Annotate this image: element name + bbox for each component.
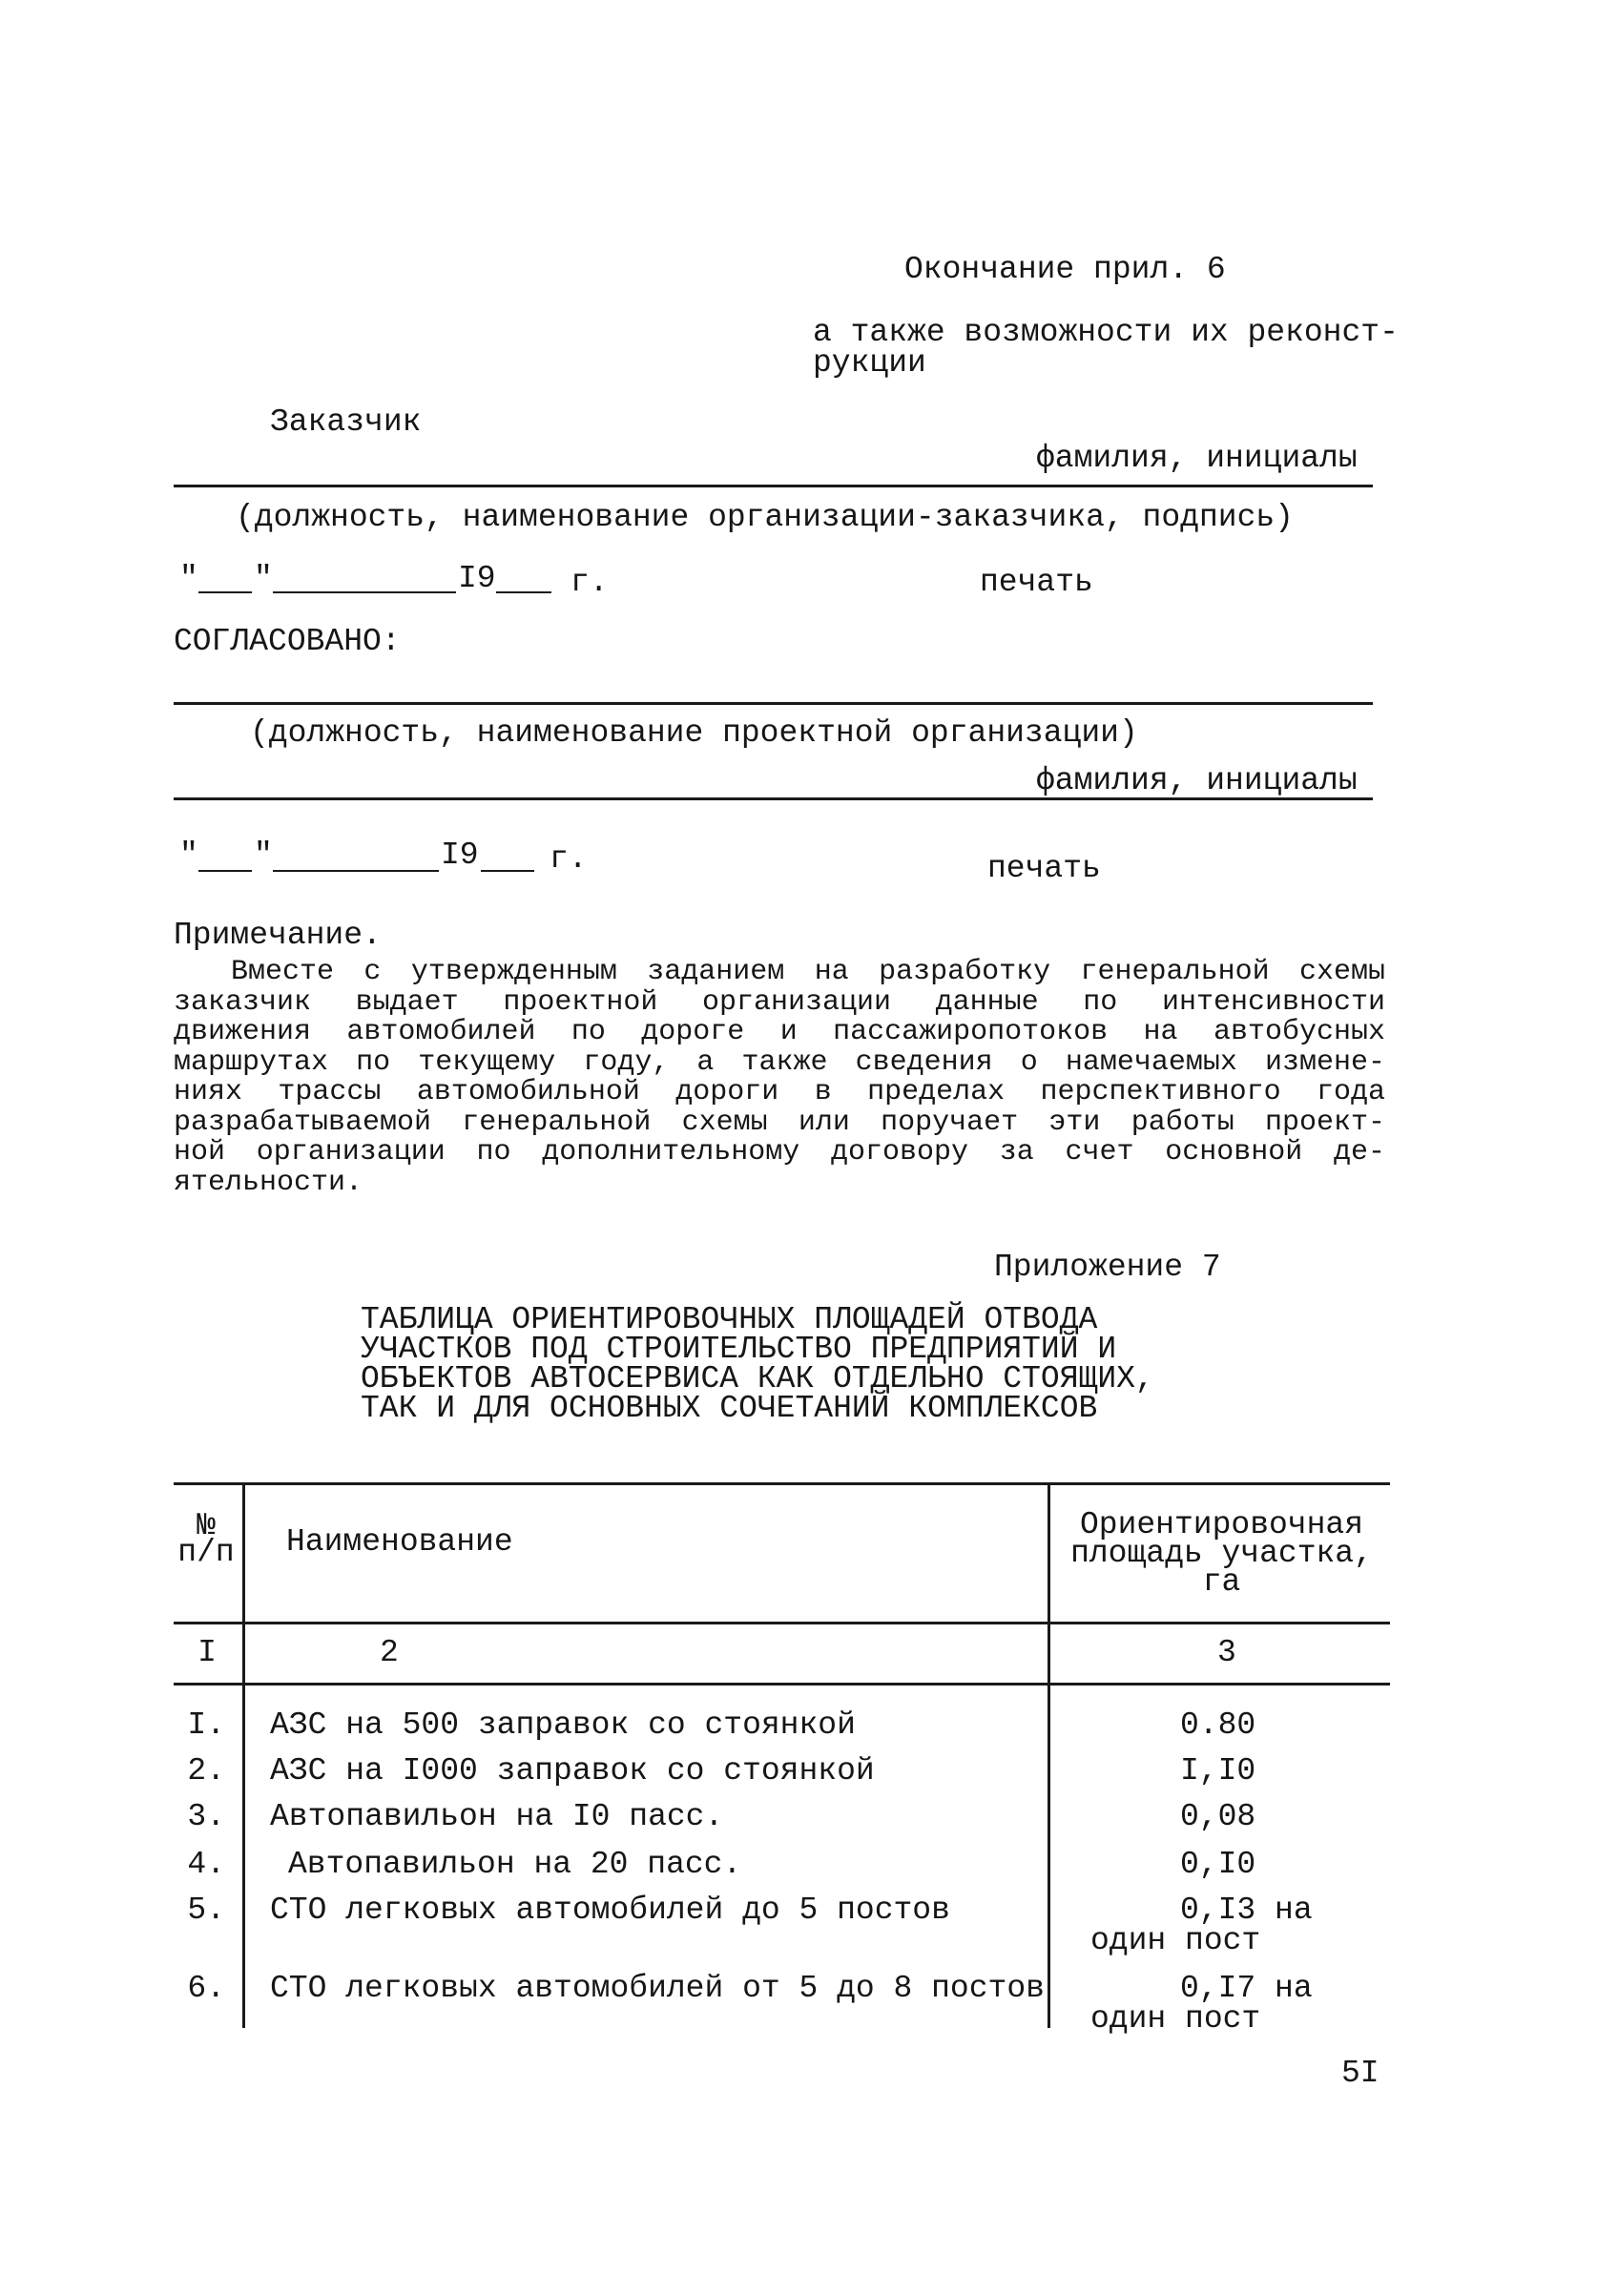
customer-stamp: печать — [980, 565, 1093, 600]
row-name: СТО легковых автомобилей от 5 до 8 постов — [270, 1971, 1045, 2006]
customer-date-month-blank — [273, 591, 456, 593]
customer-label: Заказчик — [270, 404, 422, 440]
customer-date-year-blank — [496, 591, 551, 593]
column-number-2: 2 — [380, 1635, 399, 1670]
row-area: 0,I7 на — [1180, 1971, 1313, 2006]
customer-date-suffix: г. — [570, 565, 609, 600]
customer-signature-line — [174, 485, 1373, 487]
approval-name-line — [174, 797, 1373, 800]
table-top-rule — [174, 1482, 1390, 1485]
approval-stamp: печать — [987, 851, 1101, 886]
approval-date-quote-open: " — [179, 838, 198, 873]
table-colnum-rule — [174, 1683, 1390, 1686]
column-number-3: 3 — [1217, 1635, 1236, 1670]
row-name: АЗС на 500 заправок со стоянкой — [270, 1707, 856, 1743]
row-num: 2. — [187, 1753, 225, 1789]
row-num: 3. — [187, 1799, 225, 1834]
note-line: заказчик выдает проектной организации данные по интенсивности — [174, 985, 1385, 1019]
approval-date-year-blank — [481, 870, 534, 872]
note-line: Вместе с утвержденным заданием на разработку генеральной схемы — [231, 956, 1385, 988]
appendix-title-line: УЧАСТКОВ ПОД СТРОИТЕЛЬСТВО ПРЕДПРИЯТИЙ И — [361, 1332, 1117, 1367]
customer-position-caption: (должность, наименование организации-заказчика, подпись) — [236, 500, 1294, 535]
header-area — [1053, 1507, 1390, 1600]
header-area-line: га — [1202, 1564, 1241, 1600]
row-area-note: один пост — [1090, 2001, 1261, 2037]
appendix-title — [361, 1302, 1154, 1426]
note-line: ной организации по дополнительному договору за счет основной де- — [174, 1136, 1385, 1169]
row-area: 0,I0 — [1180, 1847, 1256, 1882]
row-name: АЗС на I000 заправок со стоянкой — [270, 1753, 875, 1789]
row-num: 5. — [187, 1893, 225, 1928]
approval-date-quote-close: " — [254, 838, 273, 873]
header-area-line: Ориентировочная — [1079, 1507, 1364, 1542]
appendix-title-line: ТАБЛИЦА ОРИЕНТИРОВОЧНЫХ ПЛОЩАДЕЙ ОТВОДА — [361, 1302, 1098, 1337]
continuation-label: Окончание прил. 6 — [904, 252, 1226, 287]
header-area-line: площадь участка, — [1070, 1536, 1373, 1571]
note-line: маршрутах по текущему году, а также сведения о намечаемых измене- — [174, 1045, 1385, 1079]
header-name: Наименование — [286, 1524, 513, 1560]
customer-date-year: I9 — [458, 561, 496, 596]
header-num — [174, 1508, 239, 1570]
approval-name-caption: фамилия, инициалы — [1036, 763, 1358, 798]
approval-date-day-blank — [198, 870, 252, 872]
note-line: ятельности. — [174, 1166, 363, 1199]
appendix-title-line: ОБЪЕКТОВ АВТОСЕРВИСА КАК ОТДЕЛЬНО СТОЯЩИХ, — [361, 1361, 1154, 1396]
page-number: 5I — [1341, 2056, 1379, 2091]
row-area: 0,08 — [1180, 1799, 1256, 1834]
note-line: ниях трассы автомобильной дороги в пределах перспективного года — [174, 1076, 1385, 1108]
note-line: движения автомобилей по дороге и пассажиропотоков на автобусных — [174, 1016, 1385, 1048]
note-line: разрабатываемой генеральной схемы или поручает эти работы проект- — [174, 1106, 1385, 1139]
row-area-note: один пост — [1090, 1923, 1261, 1958]
row-num: I. — [187, 1707, 225, 1743]
note-paragraph — [174, 958, 1385, 1198]
customer-name-caption: фамилия, инициалы — [1036, 441, 1358, 476]
row-area: 0,I3 на — [1180, 1893, 1313, 1928]
header-num-text: п/п — [177, 1535, 235, 1570]
row-num: 6. — [187, 1971, 225, 2006]
row-area: I,I0 — [1180, 1753, 1256, 1789]
column-number-1: I — [197, 1635, 217, 1670]
customer-date-quote-open: " — [179, 561, 198, 596]
approval-signature-line — [174, 702, 1373, 705]
approval-date-month-blank — [273, 870, 439, 872]
continued-text-line-2: рукции — [813, 345, 926, 381]
approval-date-suffix: г. — [550, 841, 588, 877]
table-header-rule — [174, 1622, 1390, 1624]
approval-position-caption: (должность, наименование проектной организации) — [250, 715, 1138, 751]
table-divider-1 — [242, 1484, 245, 2028]
customer-date-quote-close: " — [254, 561, 273, 596]
appendix-title-line: ТАК И ДЛЯ ОСНОВНЫХ СОЧЕТАНИЙ КОМПЛЕКСОВ — [361, 1391, 1098, 1426]
row-num: 4. — [187, 1847, 225, 1882]
approval-date-year: I9 — [441, 838, 479, 873]
row-name: Автопавильон на I0 пасс. — [270, 1799, 724, 1834]
row-name: Автопавильон на 20 пасс. — [288, 1847, 742, 1882]
note-title: Примечание. — [174, 918, 382, 953]
customer-date-day-blank — [198, 591, 252, 593]
header-num-sign: № — [197, 1508, 216, 1543]
table-divider-2 — [1048, 1484, 1050, 2028]
row-name: СТО легковых автомобилей до 5 постов — [270, 1893, 950, 1928]
row-area: 0.80 — [1180, 1707, 1256, 1743]
approval-label: СОГЛАСОВАНО: — [174, 624, 401, 659]
appendix-label: Приложение 7 — [994, 1250, 1221, 1285]
continued-text-line-1: а также возможности их реконст- — [813, 315, 1399, 350]
